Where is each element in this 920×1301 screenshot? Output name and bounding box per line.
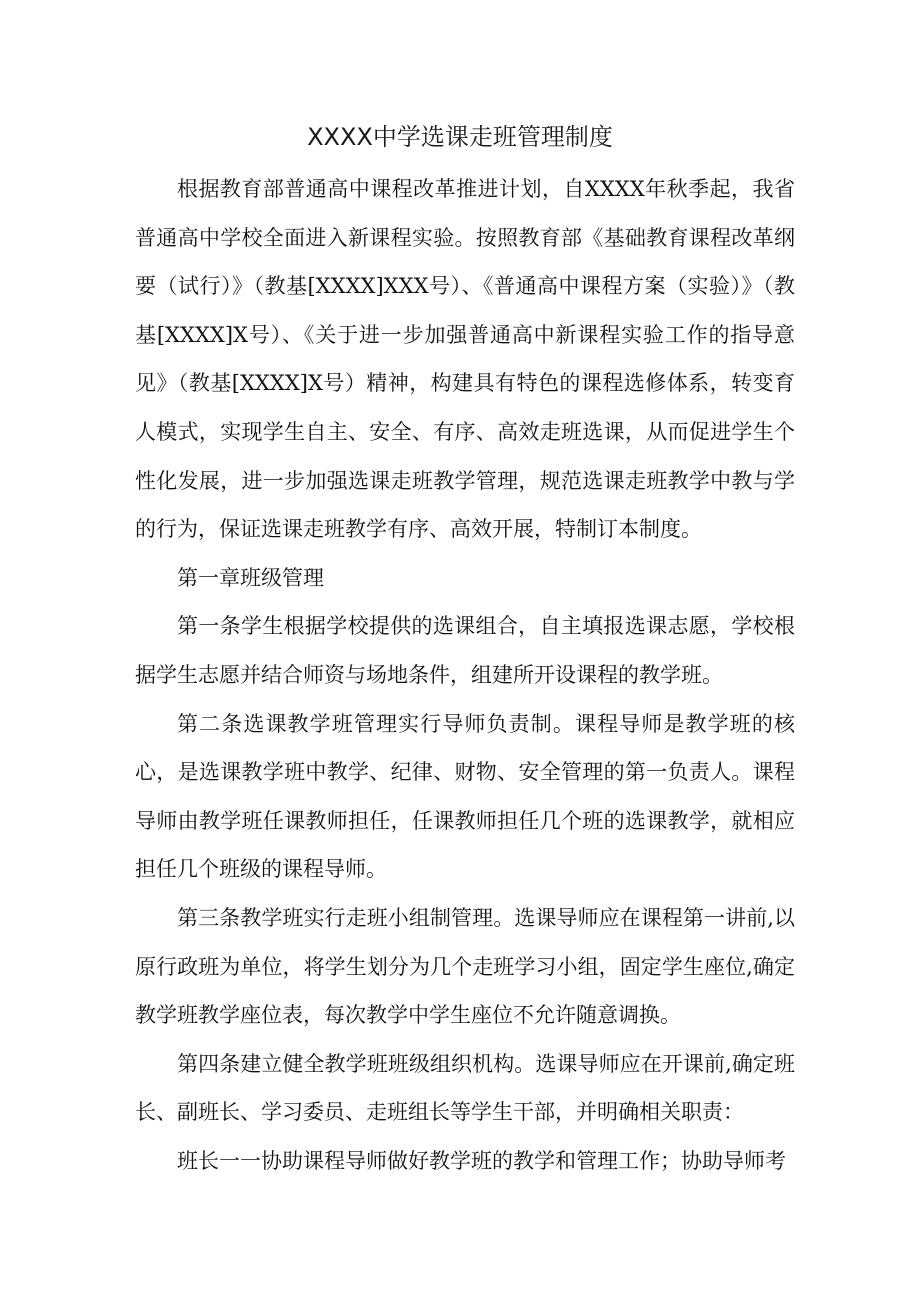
article-3-paragraph: 第三条教学班实行走班小组制管理。选课导师应在课程第一讲前,以原行政班为单位，将学生划分为几个走班学习小组，固定学生座位,确定教学班教学座位表，每次教学中学生座位不允许随意调换。 [135, 905, 795, 1028]
chapter-heading: 第一章班级管理 [177, 565, 324, 590]
article-4-paragraph: 第四条建立健全教学班班级组织机构。选课导师应在开课前,确定班长、副班长、学习委员、走班组长等学生干部，并明确相关职责： [135, 1051, 795, 1125]
monitor-duty-paragraph: 班长一一协助课程导师做好教学班的教学和管理工作；协助导师考 [177, 1148, 786, 1173]
document-title: XXXX中学选课走班管理制度 [307, 123, 613, 151]
intro-paragraph: 根据教育部普通高中课程改革推进计划，自XXXX年秋季起，我省普通高中学校全面进入新课程实验。按照教育部《基础教育课程改革纲要（试行）》（教基[XXXX]XXX号）、《普通高中课程方案（实验）》（教基[XXXX]X号）、《关于进一步加强普通高中新课程实验工作的指导意见》（教基[XXXX]X号）精神，构建具有特色的课程选修体系，转变育人模式，实现学生自主、安全、有序、高效走班选课，从而促进学生个性化发展，进一步加强选课走班教学管理，规范选课走班教学中教与学的行为，保证选课走班教学有序、高效开展，特制订本制度。 [135, 177, 795, 542]
article-2-paragraph: 第二条选课教学班管理实行导师负责制。课程导师是教学班的核心，是选课教学班中教学、纪律、财物、安全管理的第一负责人。课程导师由教学班任课教师担任，任课教师担任几个班的选课教学，就相应担任几个班级的课程导师。 [135, 711, 795, 882]
document-body [135, 165, 795, 1185]
article-1-paragraph: 第一条学生根据学校提供的选课组合，自主填报选课志愿，学校根据学生志愿并结合师资与场地条件，组建所开设课程的教学班。 [135, 614, 795, 687]
